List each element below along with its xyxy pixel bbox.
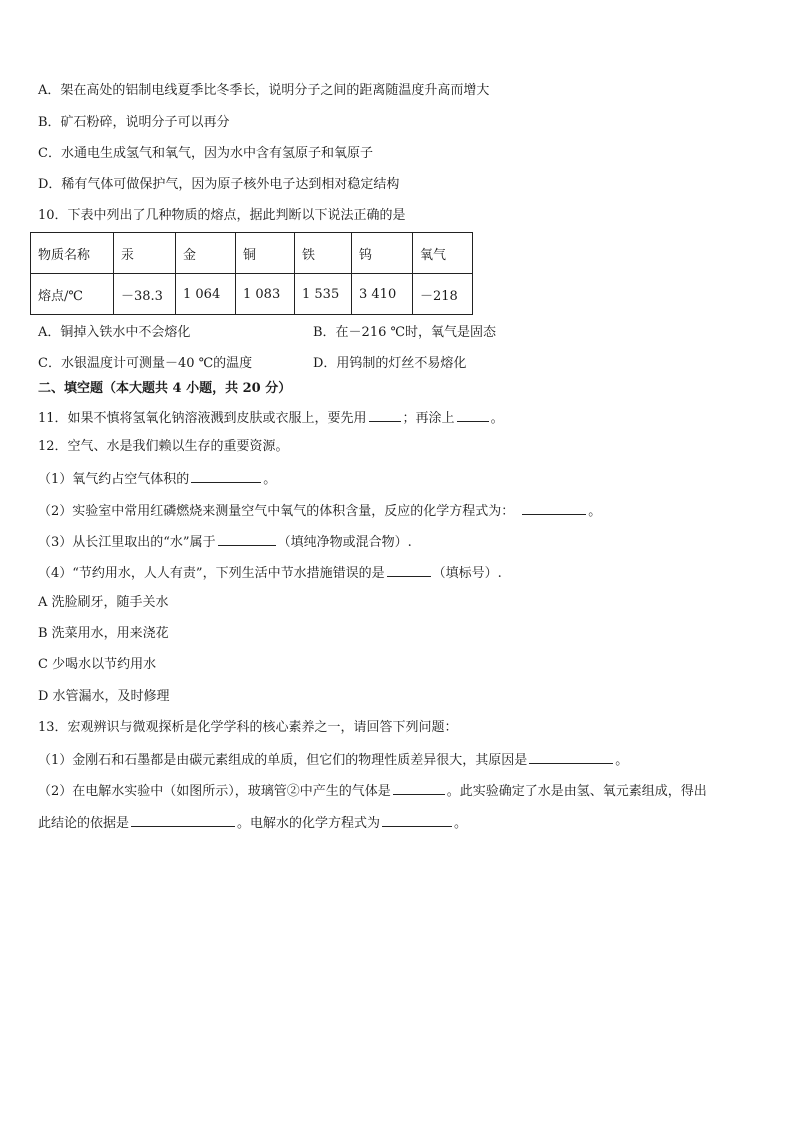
q12-part-2-end: 。 (588, 504, 602, 519)
table-cell: 熔点/℃ (31, 274, 114, 315)
q12-option-a: A 洗脸刷牙，随手关水 (38, 595, 169, 610)
q12-option-d: D 水管漏水，及时修理 (38, 689, 170, 704)
q10-option-c: C．水银温度计可测量－40 ℃的温度 (38, 356, 253, 371)
table-header-row (31, 233, 473, 274)
answer-blank[interactable] (529, 750, 613, 764)
table-cell: 氧气 (413, 233, 473, 274)
q12-part-1 (38, 469, 276, 489)
table-cell: 汞 (114, 233, 176, 274)
q9-option-d: D．稀有气体可做保护气，因为原子核外电子达到相对稳定结构 (38, 177, 400, 192)
q13-part-1-text: （1）金刚石和石墨都是由碳元素组成的单质，但它们的物理性质差异很大，其原因是 (38, 753, 528, 768)
q12-stem: 12．空气、水是我们赖以生存的重要资源。 (38, 439, 289, 454)
q12-part-3-text: （3）从长江里取出的“水”属于 (38, 535, 216, 550)
q12-part-1-text: （1）氧气约占空气体积的 (38, 472, 190, 487)
q10-option-a: A．铜掉入铁水中不会熔化 (38, 325, 191, 340)
q13-part-1 (38, 750, 628, 770)
q12-part-4-end: （填标号）. (432, 566, 502, 581)
q13-part-2-text-2: 。此实验确定了水是由氢、氧元素组成，得出 (446, 784, 707, 799)
q13-part-2-text-3: 此结论的依据是 (38, 816, 130, 831)
q11-text-1: 11．如果不慎将氢氧化钠溶液溅到皮肤或衣服上，要先用 (38, 411, 367, 426)
q12-part-3 (38, 532, 412, 552)
q12-part-2 (38, 501, 601, 521)
q12-part-1-end: 。 (263, 472, 277, 487)
answer-blank[interactable] (387, 563, 431, 577)
section-title-fill-in: 二、填空题（本大题共 4 小题，共 20 分） (38, 381, 292, 396)
q13-part-2-cont (38, 813, 467, 833)
answer-blank[interactable] (369, 408, 401, 422)
q9-option-c: C．水通电生成氢气和氧气，因为水中含有氢原子和氧原子 (38, 146, 373, 161)
table-cell: 物质名称 (31, 233, 114, 274)
q12-part-3-end: （填纯净物或混合物）. (277, 535, 412, 550)
q11 (38, 408, 504, 428)
q13-part-2 (38, 781, 707, 801)
table-cell: 铜 (236, 233, 295, 274)
answer-blank[interactable] (218, 532, 276, 546)
q13-part-2-text-4: 。电解水的化学方程式为 (237, 816, 381, 831)
answer-blank[interactable] (393, 781, 445, 795)
q11-text-3: 。 (490, 411, 504, 426)
table-cell: －218 (413, 274, 473, 315)
q13-part-2-text: （2）在电解水实验中（如图所示），玻璃管②中产生的气体是 (38, 784, 391, 799)
table-row (31, 274, 473, 315)
q10-option-d: D．用钨制的灯丝不易熔化 (313, 356, 467, 371)
q13-stem: 13．宏观辨识与微观探析是化学学科的核心素养之一，请回答下列问题： (38, 720, 458, 735)
q9-option-b: B．矿石粉碎，说明分子可以再分 (38, 115, 230, 130)
q13-part-1-end: 。 (615, 753, 629, 768)
answer-blank[interactable] (191, 469, 261, 483)
q10-options-row-2 (38, 355, 252, 373)
q10-option-b: B．在－216 ℃时，氧气是固态 (313, 325, 497, 340)
table-cell: 钨 (352, 233, 413, 274)
answer-blank[interactable] (457, 408, 489, 422)
q9-option-a: A．架在高处的铝制电线夏季比冬季长，说明分子之间的距离随温度升高而增大 (38, 83, 490, 98)
answer-blank[interactable] (382, 813, 452, 827)
table-cell: 3 410 (352, 274, 413, 315)
answer-blank[interactable] (522, 501, 586, 515)
q13-part-2-end: 。 (454, 816, 468, 831)
table-cell: 1 083 (236, 274, 295, 315)
q12-part-2-text: （2）实验室中常用红磷燃烧来测量空气中氧气的体积含量，反应的化学方程式为： (38, 504, 515, 519)
melting-point-table (30, 232, 473, 315)
q12-option-c: C 少喝水以节约用水 (38, 657, 157, 672)
q12-part-4 (38, 563, 502, 583)
table-cell: 铁 (295, 233, 352, 274)
table-cell: 1 064 (176, 274, 236, 315)
answer-blank[interactable] (131, 813, 235, 827)
table-cell: 金 (176, 233, 236, 274)
table-cell: 1 535 (295, 274, 352, 315)
q12-part-4-text: （4）“节约用水，人人有责”，下列生活中节水措施错误的是 (38, 566, 385, 581)
q10-stem: 10．下表中列出了几种物质的熔点，据此判断以下说法正确的是 (38, 208, 406, 223)
q11-text-2: ；再涂上 (402, 411, 455, 426)
q10-options-row-1 (38, 324, 190, 342)
q12-option-b: B 洗菜用水，用来浇花 (38, 626, 169, 641)
table-cell: －38.3 (114, 274, 176, 315)
